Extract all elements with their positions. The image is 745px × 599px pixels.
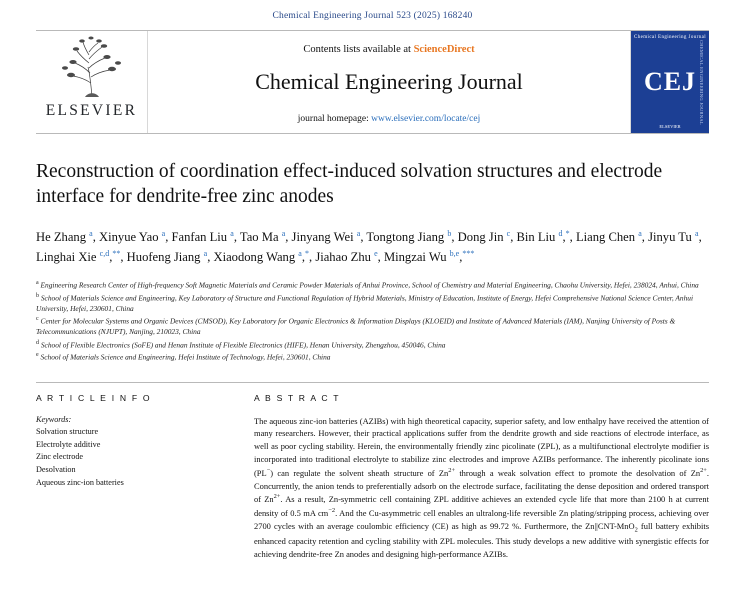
journal-title: Chemical Engineering Journal	[255, 69, 523, 94]
keyword-item: Electrolyte additive	[36, 439, 101, 449]
running-head: Chemical Engineering Journal 523 (2025) 168240	[272, 11, 473, 21]
info-abstract-row	[36, 382, 709, 561]
publisher-name: ELSEVIER	[45, 102, 138, 119]
cover-top-text: Chemical Engineering Journal	[633, 35, 706, 40]
keyword-item: Zinc electrode	[36, 452, 84, 462]
abstract-text: The aqueous zinc-ion batteries (AZIBs) with high theoretical capacity, superior safety, and low enthalpy have received the attention of many researchers. However, their practical applications suffer from the dendrite growth and side reactions of electrode interface, as well as poor cycling stability. Herein, the environmentally friendly zinc picolinate (ZPL), as a multifunctional electrolyte modifier is incorporated into traditional electrolyte to stabilize zinc electrodes and improve AZIBs performance. The inherently picolinate ions (PL−) can regulate the solvent sheath structure of $Zn^{2+}$ through a weak solvation effect to promote the desolvation of $Zn^{2+}$. Concurrently, the anion tends to preferentially adsorb on the electrode surface, facilitating the dense deposition and ordered transport of $Zn^{2+}$. As a result, Zn-symmetric cell containing ZPL additive achieves an extended cycle life that more than 2100 h at current density of 0.5 mA $cm^{-2}$. And the Cu-asymmetric cell enables an ultralong-life reversible Zn plating/stripping process, achieving over 2700 cycles with an average coulombic efficiency (CE) as high as 99.72 %. Furthermore, the Zn||CNT-MnO$_2$ full battery exhibits enhanced capacity retention and cycling stability with ZPL molecules. This study develops a new additive with synergistic effects for achieving dendrite-free Zn anodes and designing high-performance AZIBs.	[254, 415, 709, 559]
abstract-column	[254, 393, 709, 561]
article-info-heading: A R T I C L E I N F O	[36, 392, 152, 403]
elsevier-tree-icon	[55, 35, 129, 101]
affiliation-item: $^a$ Engineering Research Center of High-frequency Soft Magnetic Materials and Ceramic Powder Materials of Anhui Province, School of Chemistry and Material Engineering, Chaohu University, Hefei, 238024, Anhui, China	[36, 280, 699, 290]
abstract-heading: A B S T R A C T	[254, 392, 341, 403]
keywords-list	[36, 426, 232, 491]
cover-bottom-text: ELSEVIER	[659, 124, 681, 129]
article-info-column	[36, 393, 232, 561]
affiliation-list	[36, 279, 709, 363]
keyword-item: Solvation structure	[36, 426, 99, 436]
journal-homepage-link[interactable]: www.elsevier.com/locate/cej	[371, 114, 481, 124]
keyword-item: Aqueous zinc-ion batteries	[36, 478, 124, 488]
masthead-center	[148, 31, 630, 133]
homepage-prefix: journal homepage:	[297, 114, 372, 124]
cover-side-text: CHEMICAL ENGINEERING JOURNAL	[699, 39, 704, 125]
contents-prefix: Contents lists available at	[303, 44, 414, 55]
affiliation-item: $^b$ School of Materials Science and Engineering, Key Laboratory of Structure and Functional Regulation of Hybrid Materials, Ministry of Education, Institute of Energy, Hefei Comprehensive National Science Center, Anhui University, Hefei, 230601, China	[36, 292, 694, 313]
title-block	[36, 160, 709, 210]
homepage-line	[298, 114, 480, 124]
page-title: Reconstruction of coordination effect-induced solvation structures and electrode interface for dendrite-free zinc anodes	[36, 161, 663, 207]
author-list: He Zhang $^a$, Xinyue Yao $^a$, Fanfan Liu $^a$, Tao Ma $^a$, Jinyang Wei $^a$, Tongtong Jiang $^b$, Dong Jin $^c$, Bin Liu $^d$,*, Liang Chen $^a$, Jinyu Tu $^a$, Linghai Xie $^{c,d}$,**, Huofeng Jiang $^a$, Xiaodong Wang $^a$,*, Jiahao Zhu $^e$, Mingzai Wu $^{b,e}$,***	[36, 228, 702, 265]
cover-logo-text: CEJ	[643, 67, 697, 96]
affiliation-item: $^d$ School of Flexible Electronics (SoFE) and Henan Institute of Flexible Electronics (HIFE), Henan University, Zhengzhou, 450046, China	[36, 339, 446, 350]
affiliation-item: $^c$ Center for Molecular Systems and Organic Devices (CMSOD), Key Laboratory for Organic Electronics & Information Displays (KLOEID) and Institute of Advanced Materials (IAM), Nanjing University of Posts & Telecommunications (NJUPT), Nanjing, 210023, China	[36, 316, 676, 337]
affiliation-item: $^e$ School of Materials Science and Engineering, Hefei Institute of Technology, Hefei, 230601, China	[36, 352, 331, 362]
sciencedirect-link[interactable]: ScienceDirect	[413, 44, 475, 55]
contents-line	[303, 44, 474, 55]
journal-cover-thumbnail[interactable]	[630, 31, 709, 133]
keyword-item: Desolvation	[36, 465, 76, 475]
journal-masthead	[36, 30, 709, 134]
keywords-label: Keywords:	[36, 414, 72, 424]
publisher-logo	[36, 31, 148, 133]
